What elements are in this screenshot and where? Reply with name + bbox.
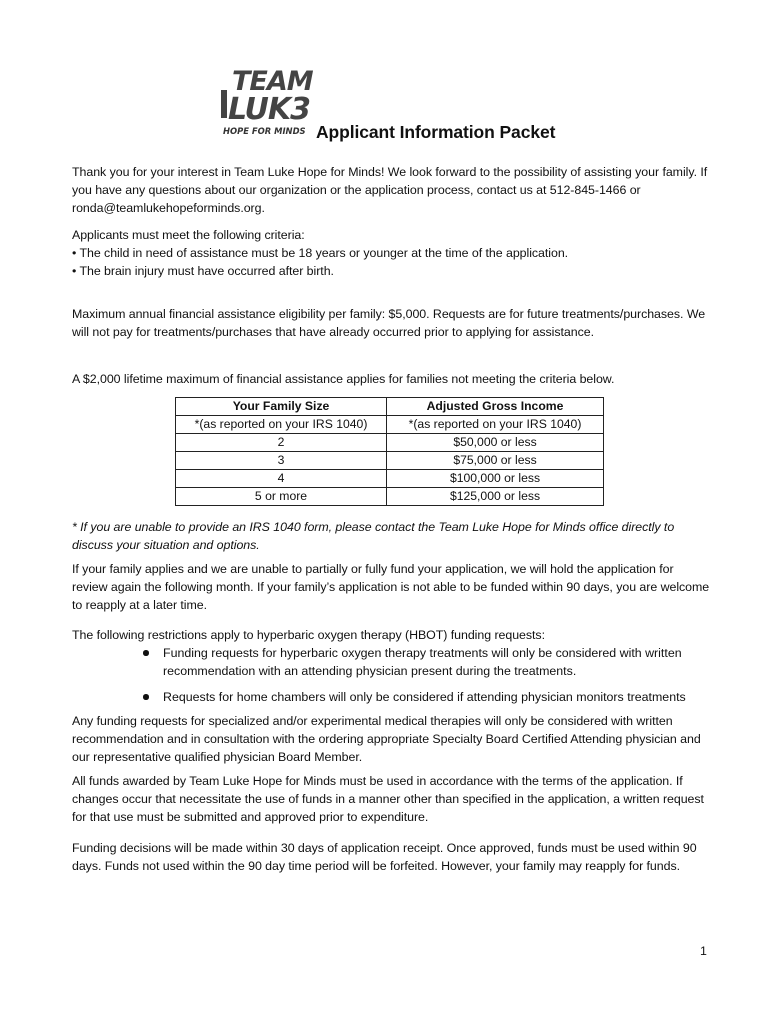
logo-line3: HOPE FOR MINDS: [223, 126, 306, 136]
table-row: [176, 452, 604, 470]
decisions-paragraph: Funding decisions will be made within 30 days of application receipt. Once approved, funds must be used within 90 days. Funds not used within the 90 day time period will be forfeited. However, your family may reapply for funds.: [72, 841, 697, 873]
table-row: [176, 434, 604, 452]
experimental-paragraph: Any funding requests for specialized and/or experimental medical therapies will only be considered with written recommendation and in consultation with the ordering appropriate Specialty Board Certified Attending physician and our representative qualified physician Board Member.: [72, 714, 701, 764]
criteria-item: • The brain injury must have occurred after birth.: [72, 264, 334, 278]
bullet-icon: [143, 650, 149, 656]
hbot-list: [72, 644, 712, 706]
bullet-icon: [143, 694, 149, 700]
header-gross-income: Adjusted Gross Income: [387, 398, 604, 416]
hbot-heading: The following restrictions apply to hyperbaric oxygen therapy (HBOT) funding requests:: [72, 628, 545, 642]
table-row: [176, 488, 604, 506]
footnote: * If you are unable to provide an IRS 1040 form, please contact the Team Luke Hope for Minds office directly to discuss your situation and options.: [72, 520, 675, 552]
income-cell: $75,000 or less: [387, 452, 604, 470]
subheader-cell: *(as reported on your IRS 1040): [176, 416, 387, 434]
max-assistance-paragraph: Maximum annual financial assistance eligibility per family: $5,000. Requests are for future treatments/purchases. We will not pay for treatments/purchases that have already occurred prior to applying for assistance.: [72, 307, 706, 339]
criteria-section: [72, 226, 712, 280]
income-cell: $100,000 or less: [387, 470, 604, 488]
table-header-row: [176, 398, 604, 416]
list-item: [72, 644, 712, 680]
page-title: Applicant Information Packet: [316, 122, 556, 142]
logo-line1: TEAM: [232, 66, 313, 97]
intro-paragraph: Thank you for your interest in Team Luke Hope for Minds! We look forward to the possibility of assisting your family. If you have any questions about our organization or the application process, contact us at 512-845-1466 or ronda@teamlukehopeforminds.org.: [72, 165, 708, 215]
income-cell: $125,000 or less: [387, 488, 604, 506]
page-number: 1: [700, 944, 707, 958]
criteria-item: • The child in need of assistance must be 18 years or younger at the time of the application.: [72, 246, 569, 260]
review-policy-paragraph: If your family applies and we are unable to partially or fully fund your application, we will hold the application for review again the following month. If your family’s application is not able to be funded within 90 days, you are welcome to reapply at a later time.: [72, 562, 710, 612]
subheader-cell: *(as reported on your IRS 1040): [387, 416, 604, 434]
table-row: [176, 470, 604, 488]
family-size-cell: 4: [176, 470, 387, 488]
lifetime-note: A $2,000 lifetime maximum of financial assistance applies for families not meeting the criteria below.: [72, 372, 615, 386]
funds-use-paragraph: All funds awarded by Team Luke Hope for Minds must be used in accordance with the terms of the application. If changes occur that necessitate the use of funds in a manner other than specified in the application, a written request for that use must be submitted and approved prior to expenditure.: [72, 774, 704, 824]
family-size-cell: 2: [176, 434, 387, 452]
income-table: [175, 397, 604, 506]
family-size-cell: 5 or more: [176, 488, 387, 506]
hbot-item-text: Funding requests for hyperbaric oxygen therapy treatments will only be considered with written recommendation with an attending physician present during the treatments.: [163, 646, 682, 678]
table-subheader-row: [176, 416, 604, 434]
logo-line2: LUK3: [228, 92, 310, 127]
team-luke-logo: [221, 66, 315, 138]
income-cell: $50,000 or less: [387, 434, 604, 452]
hbot-item-text: Requests for home chambers will only be considered if attending physician monitors treatments: [163, 690, 686, 704]
header-family-size: Your Family Size: [176, 398, 387, 416]
criteria-heading: Applicants must meet the following criteria:: [72, 228, 305, 242]
list-item: [72, 688, 712, 706]
family-size-cell: 3: [176, 452, 387, 470]
